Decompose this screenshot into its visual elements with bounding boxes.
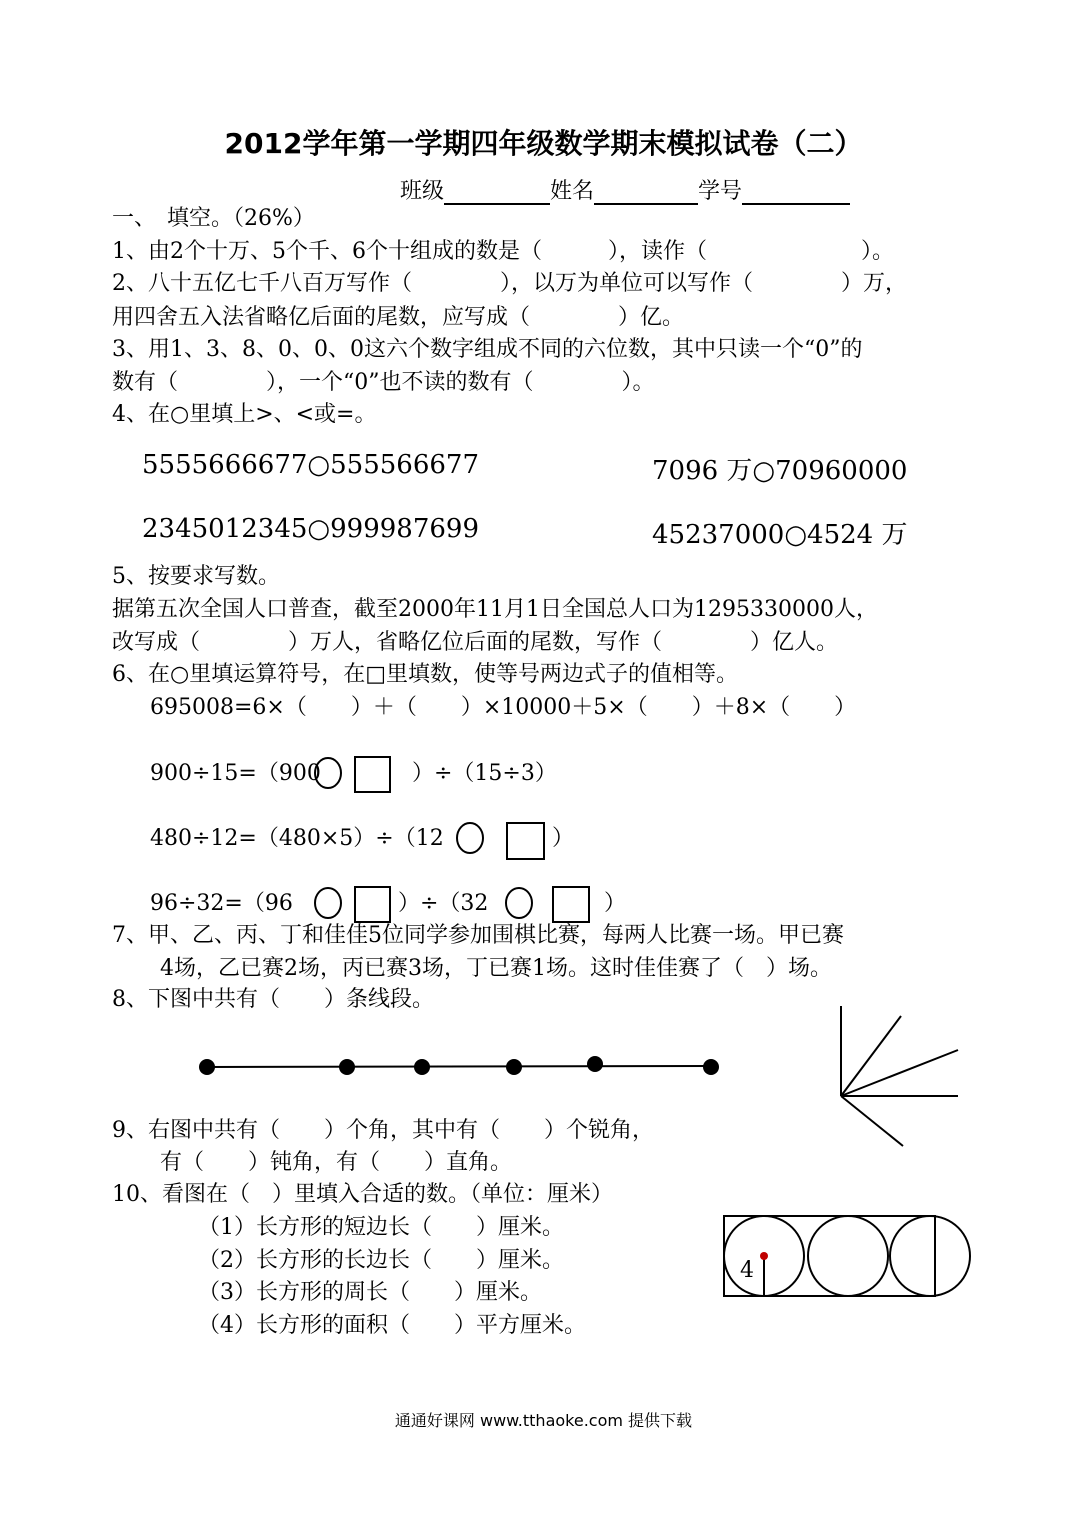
number-box[interactable] xyxy=(553,887,589,922)
segment-point xyxy=(339,1059,355,1075)
class-label: 班级 xyxy=(400,179,445,204)
question-5-line2: 改写成（ ）万人，省略亿位后面的尾数，写作（ ）亿人。 xyxy=(112,630,839,655)
question-1: 1、由2个十万、5个千、6个十组成的数是（ ），读作（ ）。 xyxy=(112,239,894,264)
equation-d-mid: ）÷（32 xyxy=(398,891,489,916)
segment-figure xyxy=(190,1050,730,1084)
equation-c-right: ） xyxy=(552,826,575,851)
number-box[interactable] xyxy=(355,887,390,922)
angle-ray xyxy=(841,1096,903,1146)
operator-circle[interactable] xyxy=(315,888,341,918)
compare-item: 5555666677○555566677 xyxy=(142,450,479,480)
rectangle xyxy=(724,1216,935,1296)
circle xyxy=(890,1216,970,1296)
question-10-item: （2）长方形的长边长（ ）厘米。 xyxy=(198,1248,564,1273)
section-heading: 一、 填空。（26%） xyxy=(112,206,315,231)
circle-center xyxy=(760,1252,768,1260)
question-4: 4、在○里填上>、<或=。 xyxy=(112,402,377,427)
question-3-line1: 3、用1、3、8、0、0、0这六个数字组成不同的六位数，其中只读一个“0”的 xyxy=(112,337,863,362)
question-7-line2: 4场，乙已赛2场，丙已赛3场，丁已赛1场。这时佳佳赛了（ ）场。 xyxy=(160,956,832,981)
compare-item: 45237000○4524 万 xyxy=(652,520,908,550)
segment-point xyxy=(199,1059,215,1075)
page-title: 2012学年第一学期四年级数学期末模拟试卷（二） xyxy=(224,127,863,160)
id-label: 学号 xyxy=(698,179,743,204)
question-2-line2: 用四舍五入法省略亿后面的尾数，应写成（ ）亿。 xyxy=(112,305,685,330)
equation-a: 695008=6×（ ）＋（ ）×10000＋5×（ ）＋8×（ ） xyxy=(150,695,857,720)
question-3-line2: 数有（ ），一个“0”也不读的数有（ ）。 xyxy=(112,370,655,395)
segment-point xyxy=(703,1059,719,1075)
question-9-line2: 有（ ）钝角，有（ ）直角。 xyxy=(160,1150,513,1175)
question-5: 5、按要求写数。 xyxy=(112,564,280,589)
radius-label: 4 xyxy=(740,1258,754,1283)
question-5-line1: 据第五次全国人口普查，截至2000年11月1日全国总人口为1295330000人， xyxy=(112,597,878,622)
equation-d-right: ） xyxy=(604,891,627,916)
circle xyxy=(808,1216,888,1296)
question-2-line1: 2、八十五亿七千八百万写作（ ），以万为单位可以写作（ ）万， xyxy=(112,271,907,296)
compare-item: 2345012345○999987699 xyxy=(142,514,479,544)
equation-d-left: 96÷32=（96 xyxy=(150,891,293,916)
operator-circle[interactable] xyxy=(506,888,532,918)
rectangle-circles-figure xyxy=(720,1210,980,1302)
name-label: 姓名 xyxy=(550,179,595,204)
question-10-item: （1）长方形的短边长（ ）厘米。 xyxy=(198,1215,564,1240)
operator-circle[interactable] xyxy=(315,758,341,788)
number-box[interactable] xyxy=(355,757,390,792)
question-10: 10、看图在（ ）里填入合适的数。（单位：厘米） xyxy=(112,1182,613,1207)
question-9-line1: 9、右图中共有（ ）个角，其中有（ ）个锐角， xyxy=(112,1118,654,1143)
footer: 通通好课网 www.tthaoke.com 提供下载 xyxy=(394,1411,693,1430)
equation-c-left: 480÷12=（480×5）÷（12 xyxy=(150,826,444,851)
number-box[interactable] xyxy=(507,823,544,859)
question-10-item: （3）长方形的周长（ ）厘米。 xyxy=(198,1280,542,1305)
question-6: 6、在○里填运算符号，在□里填数，使等号两边式子的值相等。 xyxy=(112,662,738,687)
compare-item: 7096 万○70960000 xyxy=(652,456,908,486)
segment-line xyxy=(207,1066,711,1067)
segment-point xyxy=(506,1059,522,1075)
segment-point xyxy=(414,1059,430,1075)
segment-point xyxy=(587,1056,603,1072)
question-8: 8、下图中共有（ ）条线段。 xyxy=(112,987,434,1012)
question-10-item: （4）长方形的面积（ ）平方厘米。 xyxy=(198,1313,586,1338)
angle-figure xyxy=(830,1000,970,1150)
equation-b-right: ）÷（15÷3） xyxy=(412,761,557,786)
operator-circle[interactable] xyxy=(457,823,483,853)
equation-b-left: 900÷15=（900 xyxy=(150,761,321,786)
question-7-line1: 7、甲、乙、丙、丁和佳佳5位同学参加围棋比赛，每两人比赛一场。甲已赛 xyxy=(112,923,844,948)
